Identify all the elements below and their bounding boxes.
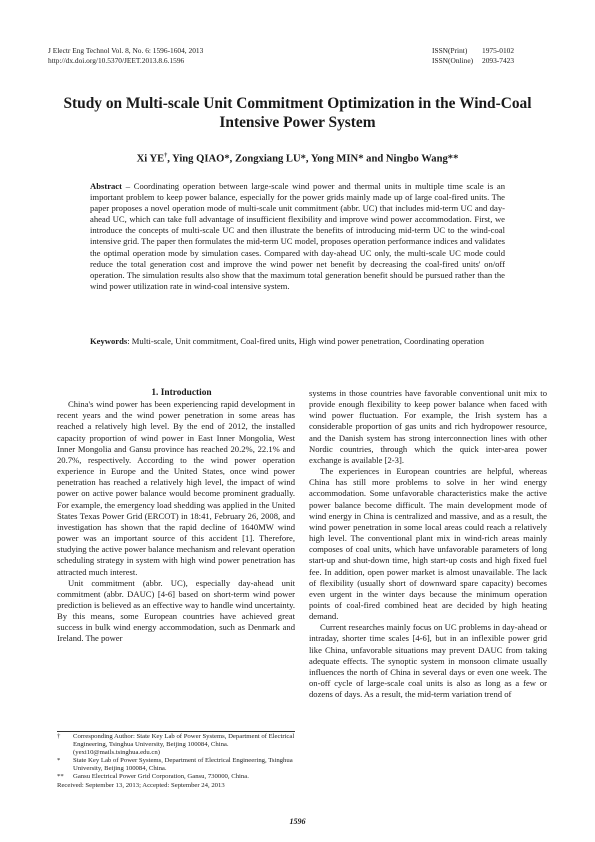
footnote-rule [57, 731, 295, 732]
section-heading: 1. Introduction [151, 388, 212, 398]
issn-print-row [432, 46, 552, 56]
paragraph: China's wind power has been experiencing rapid development in recent years and the wind power penetration in some areas has reached a relatively high level. By the end of 2012, the installed capacity proportion of wind power in East Inner Mongolia, West Inner Mongolia and Gansu province has reached 20.2%, 22.1% and 20.7%, respectively. According to the wind power operation experience in Europe and the United States, once wind power penetration has reached a relatively high level, the impact of wind power on active power balance would become prominent gradually. For example, the emergency load shedding was applied in the United States Texas Power Grid (ERCOT) in 18:41, February 26, 2008, and investigation has shown that the rapid decline of 1640MW wind power was an important source of this accident [1]. Therefore, studying the active power balance mechanism and relevant operation scheduling strategy in system with high wind power penetration has attracted much interest. [57, 399, 295, 577]
footnote-mark: * [57, 757, 61, 765]
paper-title: Study on Multi-scale Unit Commitment Optimization in the Wind-Coal Intensive Power System [63, 95, 532, 131]
issn-print-label: ISSN(Print) [432, 46, 468, 55]
abstract-dash: – [121, 181, 134, 191]
co-authors: , Ying QIAO*, Zongxiang LU*, Yong MIN* and Ningbo Wang** [167, 153, 459, 165]
issn-online-label: ISSN(Online) [432, 56, 474, 65]
paragraph: systems in those countries have favorable conventional unit mix to provide enough flexibility to keep power balance when faced with wind power fluctuation. For example, the Irish system has a considerable proportion of gas units and rich hydropower resource, and the Danish system has strong interconnection lines with other Nordic countries, through which the quick inter-area power exchange is available [2-3]. [309, 388, 547, 465]
first-author: Xi YE [136, 153, 165, 165]
doi-link[interactable]: http://dx.doi.org/10.5370/JEET.2013.8.6.1596 [48, 56, 185, 65]
keywords-text: : Multi-scale, Unit commitment, Coal-fired units, High wind power penetration, Coordinating operation [127, 336, 485, 346]
issn-print-value: 1975-0102 [482, 46, 515, 55]
footnote [57, 773, 295, 781]
page-number: 1596 [289, 817, 306, 826]
paragraph: Unit commitment (abbr. UC), especially day-ahead unit commitment (abbr. DAUC) [4-6] based on short-term wind power prediction is believed as an effective way to handle wind uncertainty. By this means, some European countries have achieved great success in bulk wind energy accommodation, such as Denmark and Ireland. The power [57, 577, 295, 644]
paragraph: The experiences in European countries are helpful, whereas China has still more problems to solve in her wind energy accommodation. Some unfavorable characteristics make the active power balance become difficult. The main development mode of wind energy in China is centralized and massive, and as a result, the wind power penetration in some local areas could reach a relatively high level. The conventional plant mix in wind-rich areas mainly composes of coal units, which have unfavorable parameters of long start-up and shut-down time, high start-up costs and high fixed fuel fee. In addition, open power market is almost unavailable. The lack of flexibility (usually short of downward spare capacity) becomes even urgent in the winter days because the minimum operation points of coal-fired combined heat are decided by high heating demand. [309, 466, 547, 622]
issn-online-value: 2093-7423 [482, 56, 515, 65]
keywords [90, 336, 505, 347]
issn-online-row [432, 56, 552, 66]
running-header-left [48, 46, 203, 66]
footnote [57, 733, 295, 757]
abstract-label: Abstract [90, 181, 122, 191]
abstract-text: Coordinating operation between large-scale wind power and thermal units in multiple time scale is an important problem to keep power balance, especially for the power grids mainly made up of large coal-fired units. The paper proposes a novel operation mode of multi-scale unit commitment (abbr. UC) that includes mid-term UC and day-ahead UC, which can take full advantage of insufficient flexibility and improve wind power accommodation. First, we introduce the concepts of multi-scale UC and then illustrate the benefits of introducing mid-term UC to the wind-coal intensive grid. The paper then formulates the mid-term UC model, proposes operation performance indices and validates the optimal operation mode by simulation cases. Compared with day-ahead UC only, the multi-scale UC mode could reduce the total generation cost and improve the wind power net benefit by decreasing the coal-fired units' on/off operation. The simulation results also show that the maximum total generation benefit should be pursued rather than the wind power utilization rate in wind-coal intensive system. [90, 181, 505, 291]
footnote-text: Gansu Electrical Power Grid Corporation, Gansu, 730000, China. [73, 773, 249, 781]
paragraph: Current researches mainly focus on UC problems in day-ahead or intraday, shorter time scales [4-6], but in an inflexible power grid like China, unfavorable situations may prevent DAUC from taking adequate effects. The synoptic system in monsoon climate usually influences the north of China in several days or even one week. The on-off cycle of large-scale coal units is also as long as a few or dozens of days. As a result, the mid-term variation trend of [309, 622, 547, 700]
body-column-left [57, 388, 295, 645]
footnote-text: State Key Lab of Power Systems, Department of Electrical Engineering, Tsinghua University, Beijing 100084, China. [73, 757, 293, 773]
keywords-label: Keywords [90, 336, 128, 346]
running-header-right [432, 46, 552, 66]
footnote-text: Corresponding Author: State Key Lab of Power Systems, Department of Electrical Engineering, Tsinghua University, Beijing 100084, China. (yexi10@mails.tsinghua.edu.cn) [73, 733, 295, 757]
footnote [57, 757, 295, 773]
footnote-mark: † [57, 733, 61, 740]
received-dates: Received: September 13, 2013; Accepted: September 24, 2013 [57, 781, 225, 789]
corresponding-author-mark: † [164, 153, 168, 159]
footnotes [57, 733, 295, 790]
body-column-right [309, 388, 547, 700]
abstract [90, 181, 505, 292]
footnote-mark: ** [57, 773, 64, 781]
journal-citation: J Electr Eng Technol Vol. 8, No. 6: 1596-1604, 2013 [48, 46, 204, 55]
author-list [56, 153, 539, 165]
